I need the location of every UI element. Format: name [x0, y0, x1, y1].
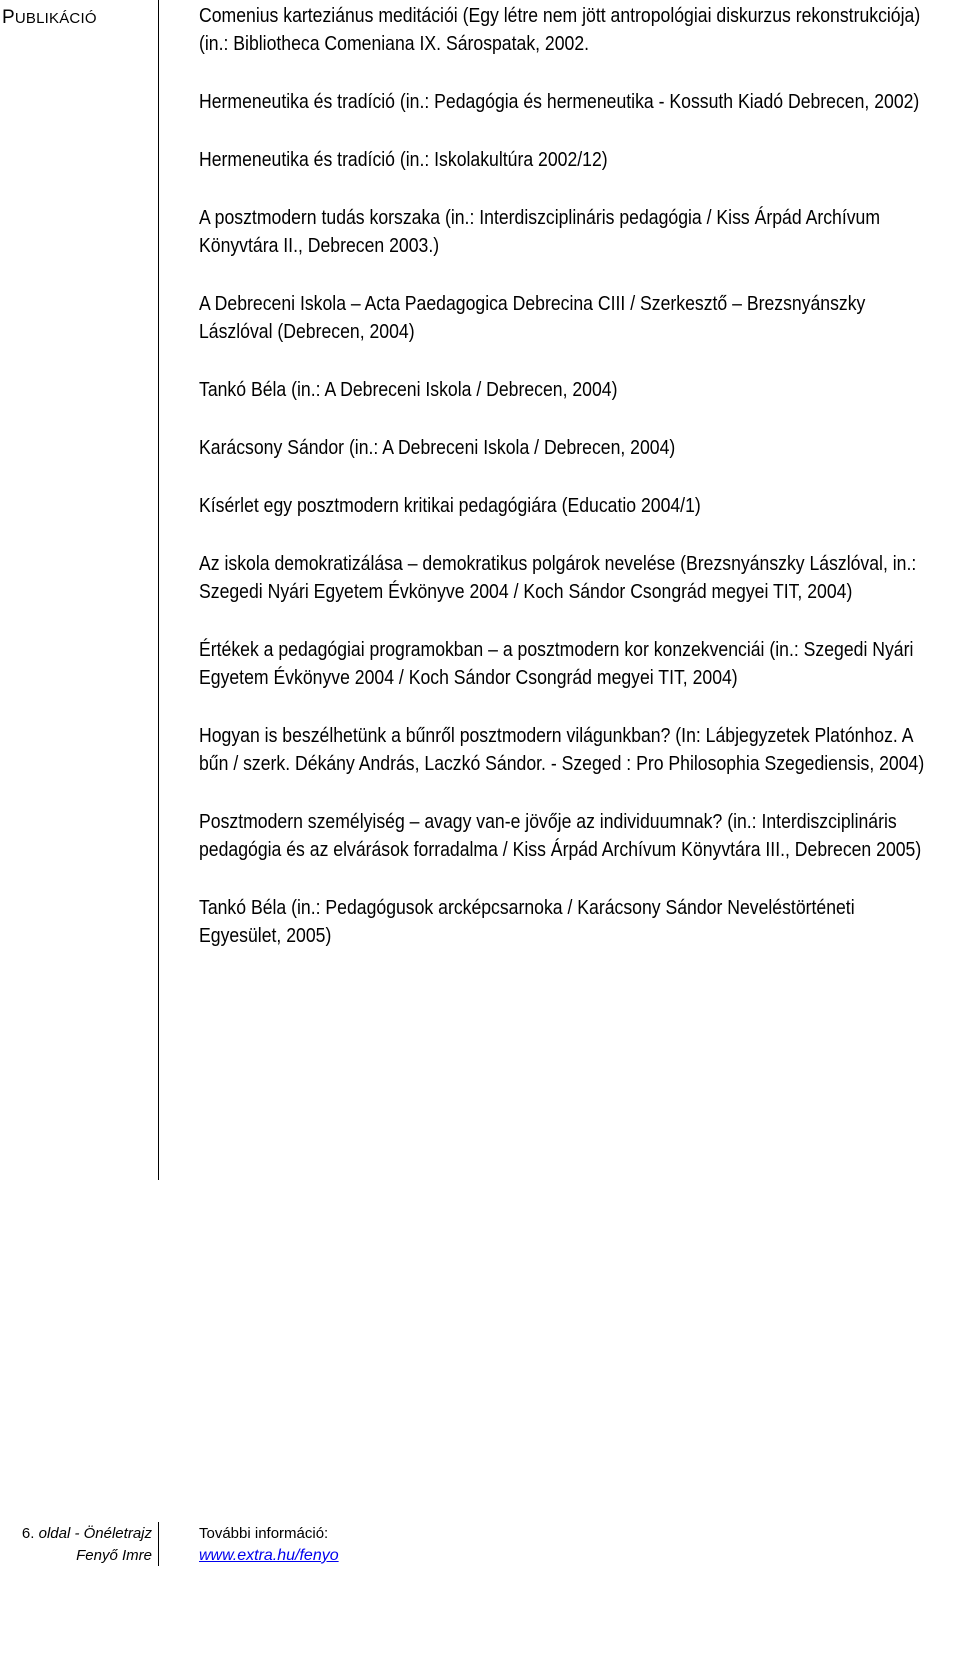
publication-item: Értékek a pedagógiai programokban – a posztmodern kor konzekvenciái (in.: Szegedi Nyári Egyetem Évkönyve 2004 / Koch Sándor Csongrád megyei TIT, 2004) [199, 638, 914, 689]
footer-page-line [2, 1523, 152, 1545]
footer-divider [158, 1522, 159, 1566]
section-heading [2, 6, 97, 31]
publication-item: Hermeneutika és tradíció (in.: Iskolakultúra 2002/12) [199, 148, 608, 171]
publication-item: Az iskola demokratizálása – demokratikus polgárok nevelése (Brezsnyánszky Lászlóval, in.: Szegedi Nyári Egyetem Évkönyve 2004 / Koch Sándor Csongrád megyei TIT, 2004) [199, 552, 917, 603]
page-label: oldal - Önéletrajz [34, 1525, 152, 1542]
website-link[interactable]: www.extra.hu/fenyo [199, 1547, 339, 1564]
section-heading-rest: UBLIKÁCIÓ [14, 10, 97, 27]
publication-item: Kísérlet egy posztmodern kritikai pedagógiára (Educatio 2004/1) [199, 494, 701, 517]
publication-list [199, 2, 929, 980]
more-info-label: További információ: [199, 1525, 329, 1542]
page-number: 6. [21, 1525, 35, 1542]
footer-author: Fenyő Imre [76, 1547, 152, 1564]
vertical-divider [158, 0, 159, 1180]
publication-item: A Debreceni Iskola – Acta Paedagogica Debrecina CIII / Szerkesztő – Brezsnyánszky Lászlóval (Debrecen, 2004) [199, 292, 866, 343]
publication-item: A posztmodern tudás korszaka (in.: Interdiszciplináris pedagógia / Kiss Árpád Archívum Könyvtára II., Debrecen 2003.) [199, 206, 881, 257]
publication-item: Hogyan is beszélhetünk a bűnről posztmodern világunkban? (In: Lábjegyzetek Platónhoz. A bűn / szerk. Dékány András, Laczkó Sándor. - Szeged : Pro Philosophia Szegediensis, 2004) [199, 724, 925, 775]
footer-page-info [2, 1523, 152, 1567]
publication-item: Karácsony Sándor (in.: A Debreceni Iskola / Debrecen, 2004) [199, 436, 676, 459]
publication-item: Tankó Béla (in.: A Debreceni Iskola / Debrecen, 2004) [199, 378, 618, 401]
publication-item: Comenius karteziánus meditációi (Egy létre nem jött antropológiai diskurzus rekonstrukciója) (in.: Bibliotheca Comeniana IX. Sárospatak, 2002. [199, 4, 921, 55]
publication-item: Posztmodern személyiség – avagy van-e jövője az individuumnak? (in.: Interdiszciplináris pedagógia és az elvárások forradalma / Kiss Árpád Archívum Könyvtára III., Debrecen 2005) [199, 810, 922, 861]
publication-item: Tankó Béla (in.: Pedagógusok arcképcsarnoka / Karácsony Sándor Neveléstörténeti Egyesület, 2005) [199, 896, 855, 947]
footer-more-info [199, 1523, 339, 1567]
section-heading-initial: P [2, 7, 15, 28]
publication-item: Hermeneutika és tradíció (in.: Pedagógia és hermeneutika - Kossuth Kiadó Debrecen, 2002) [199, 90, 920, 113]
